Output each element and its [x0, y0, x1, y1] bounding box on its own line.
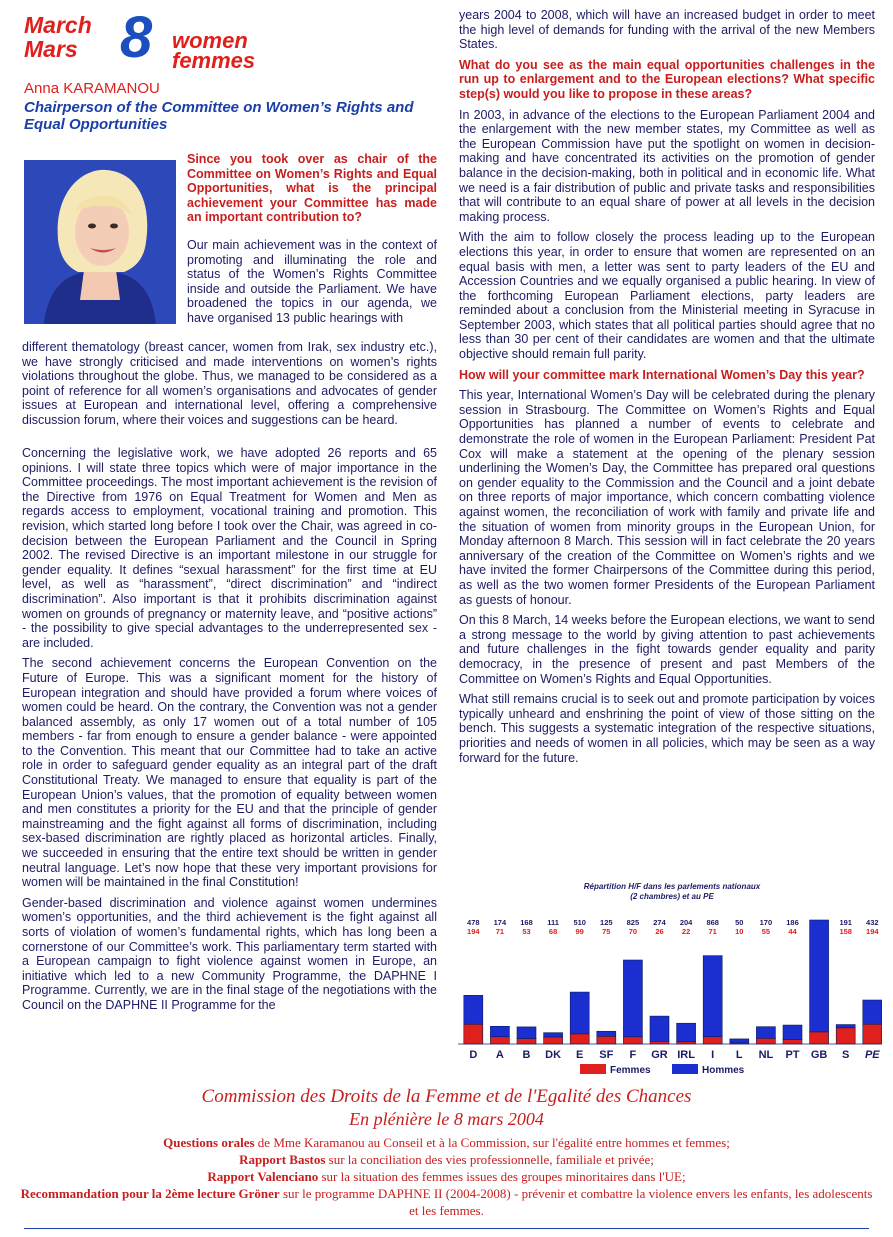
category-label: PT [785, 1049, 800, 1061]
women-label: 194 [866, 927, 879, 936]
portrait-illustration [24, 160, 176, 324]
legend-swatch-hommes [672, 1064, 698, 1074]
total-label: 274 [653, 918, 666, 927]
category-label: PE [864, 1049, 880, 1061]
category-label: S [842, 1049, 850, 1061]
paragraph: With the aim to follow closely the process leading up to the European elections this year, in order to ensure that women are represented on an equal basis with men, a letter was sent to party leaders of the EU and Accession Countries and we equally organised a public hearing. In view of the forthcoming European Parliament elections, party leaders are reminded about a conclusion from the Ministerial meeting in Syracuse in September 2003, which states that all political parties should agree that no less than 30 per cent of their candidates are women and that the ultimate objective should remain full parity. [459, 230, 875, 362]
category-label: DK [545, 1049, 562, 1061]
masthead-eight: 8 [120, 5, 153, 70]
women-label: 75 [602, 927, 611, 936]
masthead [24, 5, 294, 73]
women-label: 53 [522, 927, 531, 936]
question-3: How will your committee mark International Women’s Day this year? [459, 367, 865, 382]
footer-rule [24, 1228, 869, 1229]
women-label: 71 [708, 927, 717, 936]
bar-femmes [863, 1024, 882, 1044]
bar-hommes [863, 1000, 882, 1024]
paragraph: On this 8 March, 14 weeks before the European elections, we want to send a strong message to the world by giving attention to past achievements and future challenges in the fight towards gender equality and parity democracy, in the presence of present and past Members of the Committee on Women’s Rights and Equal Opportunities. [459, 613, 875, 686]
total-label: 168 [520, 918, 533, 927]
left-column [22, 446, 437, 1019]
category-label: A [495, 1049, 504, 1061]
women-label: 68 [548, 927, 558, 936]
footer-line-bold: Questions orales [163, 1135, 255, 1150]
category-label: I [711, 1049, 715, 1061]
bar-hommes [783, 1025, 802, 1039]
women-label: 99 [575, 927, 584, 936]
footer-line [0, 1134, 893, 1151]
total-label: 170 [759, 918, 773, 927]
bar-femmes [570, 1034, 589, 1044]
footer-line-bold: Recommandation pour la 2ème lecture Gröner [20, 1186, 280, 1201]
total-label: 191 [839, 918, 852, 927]
women-label: 194 [467, 927, 480, 936]
bar-hommes [517, 1027, 536, 1039]
masthead-women: women [172, 28, 248, 53]
footer-line-text: sur la situation des femmes issues des groupes minoritaires dans l'UE; [318, 1169, 686, 1184]
women-label: 26 [655, 927, 664, 936]
category-label: NL [758, 1049, 774, 1061]
women-label: 158 [839, 927, 852, 936]
bar-femmes [756, 1038, 775, 1044]
chart-title-line-1: Répartition H/F dans les parlements nationaux [583, 882, 761, 891]
masthead-march: March [24, 12, 92, 38]
total-label: 174 [493, 918, 507, 927]
bar-hommes [570, 992, 589, 1034]
category-label: B [522, 1049, 531, 1061]
footer-line-text: sur la conciliation des vies professionnelle, familiale et privée; [325, 1152, 654, 1167]
bar-femmes [810, 1032, 829, 1044]
total-label: 50 [735, 918, 744, 927]
question-2: What do you see as the main equal opportunities challenges in the run up to enlargement and to the European elections? What specific step(s) would you like to propose in these areas? [459, 57, 875, 101]
category-label: GB [810, 1049, 828, 1061]
masthead-femmes: femmes [172, 48, 256, 73]
women-label: 44 [788, 927, 797, 936]
women-label: 70 [628, 927, 638, 936]
footer-line-text: sur le programme DAPHNE II (2004-2008) - prévenir et combattre la violence envers les enfants, les adolescents et les femmes. [279, 1186, 873, 1218]
masthead-mars: Mars [24, 36, 78, 62]
paragraph: Gender-based discrimination and violence against women undermines women’s opportunities, and the third achievement is the fight against all sorts of violation of women’s fundamental rights, which has long been a cornerstone of our Committee’s work. This parliamentary term started with a European campaign to fight violence against women in Europe, an initiative which led to a new Community Programme, the DAPHNE I Programme. Currently, we are in the final stage of the negotiations with the Council on the DAPHNE II Programme for the [22, 895, 437, 1012]
category-label: GR [651, 1049, 668, 1061]
bar-hommes [597, 1031, 616, 1036]
women-label: 22 [681, 927, 691, 936]
bar-hommes [464, 995, 483, 1024]
women-label: 10 [735, 927, 744, 936]
bar-femmes [703, 1037, 722, 1044]
women-label: 71 [495, 927, 505, 936]
bar-femmes [597, 1036, 616, 1044]
paragraph: In 2003, in advance of the elections to the European Parliament 2004 and the enlargement with the new member states, my Committee as well as the European Commission have put the spotlight on women in decision-making and have concentrated its activities on the promotion of gender balance in the decision-making, both in political and in economic life. What we need is a fair distribution of public and private tasks and responsibilities that will contribute to an equal share of power at all levels in the decision making process. [459, 107, 875, 224]
total-label: 510 [573, 918, 586, 927]
footer-subtitle: En plénière le 8 mars 2004 [349, 1109, 544, 1129]
bar-hommes [730, 1039, 749, 1043]
paragraph: years 2004 to 2008, which will have an increased budget in order to meet the high level of demands for funding with the arrival of the new Members States. [459, 8, 875, 52]
bar-hommes [623, 960, 642, 1037]
bar-femmes [544, 1037, 563, 1044]
bar-femmes [836, 1028, 855, 1044]
answer-1-top: Our main achievement was in the context of promoting and illuminating the role and status of the Women’s Rights Committee inside and outside the Parliament. We have broadened the topics in our agenda, we have organised 13 public hearings with [187, 238, 437, 325]
footer-line-bold: Rapport Valenciano [207, 1169, 319, 1184]
bar-femmes [623, 1037, 642, 1044]
footer-line [0, 1168, 893, 1185]
footer-line-text: de Mme Karamanou au Conseil et à la Commission, sur l'égalité entre hommes et femmes; [254, 1135, 730, 1150]
total-label: 204 [679, 918, 693, 927]
paragraph: This year, International Women’s Day will be celebrated during the plenary session in Strasbourg. The Committee on Women’s Rights and Equal Opportunities has planned a number of events to celebrate and demonstrate the role of women in the European Parliament: President Pat Cox will make a statement at the opening of the plenary session underlining the Women’s Day, the Committee has prepared oral questions on gender equality to the Commission and the Council and a joint debate on three reports of major importance, which concern combatting violence against women, the reconciliation of work with family and private life and the situation of women from minority groups in the European Union, for Monday afternoon 8 March. This session will in fact celebrate the 20 years anniversary of the creation of the Committee on Women’s rights and we have invited the former Chairpersons of the Committee during this period, as well as the two women former Presidents of the European Parliament as guests of honour. [459, 388, 875, 607]
author-name: Anna KARAMANOU [24, 80, 160, 97]
bar-hommes [490, 1026, 509, 1036]
legend-label-femmes: Femmes [610, 1065, 651, 1076]
total-label: 825 [626, 918, 640, 927]
footer-line [0, 1185, 893, 1219]
right-column [459, 8, 875, 771]
author-title: Chairperson of the Committee on Women’s Rights and Equal Opportunities [24, 99, 414, 133]
paragraph: What still remains crucial is to seek out and promote participation by voices typically unheard and enshrining the point of view of those sitting on the bench. This suggests a systematic integration of the respective situations, priorities and needs of women in all policies, which may be seen as a way forward for the future. [459, 692, 875, 765]
footer-title: Commission des Droits de la Femme et de l'Egalité des Chances [201, 1086, 692, 1107]
bar-femmes [517, 1039, 536, 1044]
category-label: F [629, 1049, 637, 1061]
category-label: SF [599, 1049, 614, 1061]
footer-line-bold: Rapport Bastos [239, 1152, 326, 1167]
legend-swatch-femmes [580, 1064, 606, 1074]
legend-label-hommes: Hommes [702, 1065, 745, 1076]
total-label: 111 [547, 918, 559, 927]
portrait-photo [24, 160, 176, 324]
answer-1-continued: different thematology (breast cancer, women from Irak, sex industry etc.), we have strongly criticised and made interventions on women’s rights violations throughout the globe. Thus, we managed to be considered as a point of reference for all women’s organisations and advocates of gender issues at European and international level, offering a comprehensive discussion forum, where their voices and suggestions can be heard. [22, 340, 437, 427]
total-label: 868 [706, 918, 719, 927]
chart [452, 878, 882, 1083]
bar-hommes [756, 1027, 775, 1039]
bar-femmes [783, 1040, 802, 1044]
total-label: 125 [600, 918, 613, 927]
category-label: L [735, 1049, 743, 1061]
women-label: 55 [761, 927, 771, 936]
category-label: E [576, 1049, 584, 1061]
bar-femmes [464, 1024, 483, 1044]
bar-femmes [490, 1037, 509, 1044]
paragraph: The second achievement concerns the European Convention on the Future of Europe. This was a significant moment for the history of European integration and should have provided a forum where voices of women could be heard. On the contrary, the Convention was not a gender balanced assembly, as only 17 women out of a total number of 105 members - far from enough to ensure a gender balance - were appointed to the Convention. This meant that our Committee had to take an active role in order to safeguard gender equality as an integral part of the draft Constitutional Treaty. We managed to ensure that equality is part of the European Union’s values, that the promotion of equality between women and men constitutes a priority for the EU and that the principle of gender mainstreaming and the fight against all forms of discrimination, including sex-based discrimination are rightly placed as horizontal articles. Finally, we succeeded in ensuring that the entire text should be written in gender neutral language. Let’s now hope that these very important provisions for women will be maintained in the final Constitution! [22, 656, 437, 890]
footer-line [0, 1151, 893, 1168]
category-label: IRL [677, 1049, 695, 1061]
chart-title-line-2: (2 chambres) et au PE [630, 892, 714, 901]
bar-hommes [836, 1025, 855, 1028]
bar-hommes [544, 1033, 563, 1037]
total-label: 186 [786, 918, 799, 927]
total-label: 478 [467, 918, 480, 927]
bar-hommes [810, 920, 829, 1032]
question-1: Since you took over as chair of the Committee on Women’s Rights and Equal Opportunities, what is the principal achievement your Committee has made an important contribution to? [187, 152, 437, 225]
total-label: 432 [866, 918, 879, 927]
paragraph: Concerning the legislative work, we have adopted 26 reports and 65 opinions. I will state three topics which were of major importance in the Committee proceedings. The most important achievement is the revision of the Directive from 1976 on Equal Treatment for Women and Men as regards access to employment, vocational training and promotion. This revision, which started long before I took over the Chair, was agreed in co-decision between the European Parliament and the Council in Spring 2002. The revised Directive is an important milestone in our struggle for gender equality. It defines “sexual harassment” for the first time at EU level, as well as “harassment”, “direct discrimination” and “indirect discrimination”. Also important is that it prohibits discrimination against women on grounds of pregnancy or maternity leave, and “positive actions” - the possibility to give special advantages to the underrepresented sex - are included. [22, 446, 437, 650]
category-label: D [469, 1049, 478, 1061]
bar-chart [452, 878, 882, 1083]
bar-hommes [703, 956, 722, 1037]
footer [0, 1086, 893, 1219]
bar-hommes [650, 1016, 669, 1041]
bar-hommes [677, 1023, 696, 1042]
